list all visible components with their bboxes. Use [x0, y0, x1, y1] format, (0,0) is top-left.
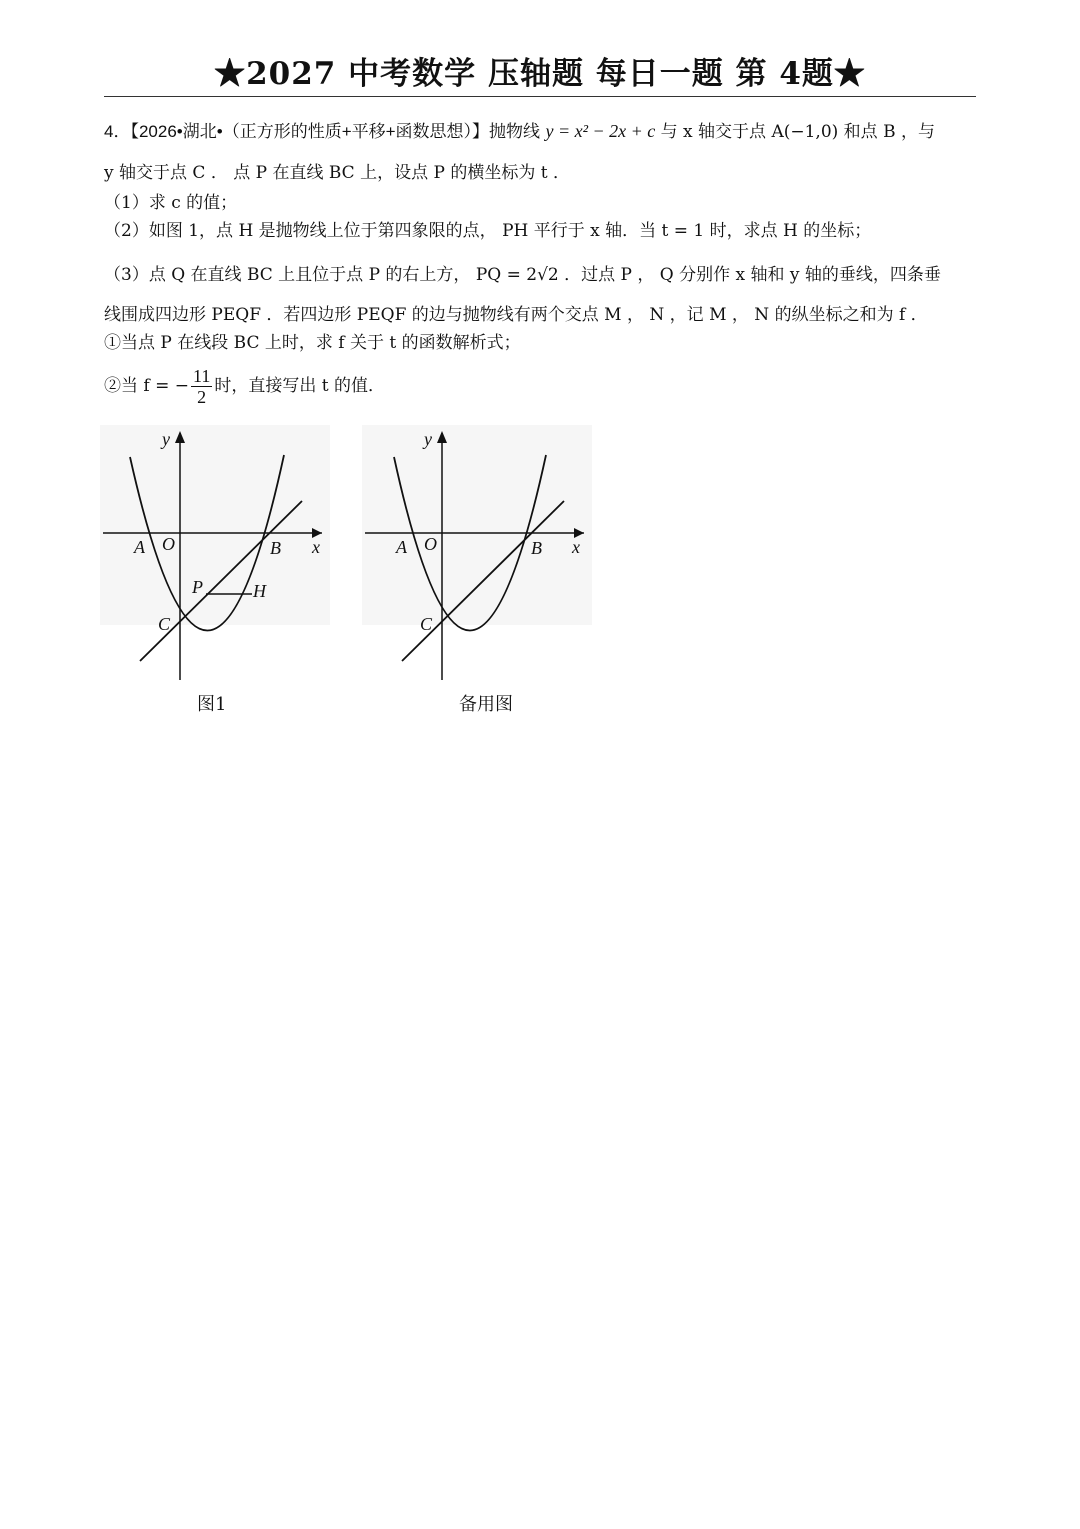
label-a: A [134, 537, 145, 557]
problem-line-2: y 轴交于点 C ． 点 P 在直线 BC 上，设点 P 的横坐标为 t ． [104, 163, 570, 183]
label-o: O [424, 534, 437, 554]
label-c: C [158, 614, 171, 634]
figure-1 [100, 425, 330, 685]
label-a: A [396, 537, 407, 557]
sub-question-2-suffix: 时，直接写出 t 的值． [214, 376, 385, 396]
label-p: P [192, 577, 203, 597]
label-b: B [270, 538, 281, 558]
label-x: x [312, 537, 320, 557]
figure-1-caption: 图1 [197, 694, 227, 715]
label-x: x [572, 537, 580, 557]
figure-background [362, 425, 592, 625]
fraction-numerator: 11 [193, 366, 211, 386]
problem-line-1 [104, 118, 978, 145]
label-c: C [420, 614, 433, 634]
label-y: y [424, 429, 432, 449]
part-3-line-2: 线围成四边形 PEQF ．若四边形 PEQF 的边与抛物线有两个交点 M ， N ，记 M ， N 的纵坐标之和为 f ． [104, 305, 928, 325]
label-h: H [253, 581, 266, 601]
figure-1-graph [100, 425, 330, 685]
problem-number: 4． [104, 122, 131, 141]
sub-question-2-prefix: ②当 f = − [104, 376, 189, 396]
problem-intro: 抛物线 [489, 122, 546, 142]
part-2: （2）如图 1，点 H 是抛物线上位于第四象限的点， PH 平行于 x 轴．当 t = 1 时，求点 H 的坐标； [104, 221, 872, 241]
label-y: y [162, 429, 170, 449]
label-b: B [531, 538, 542, 558]
label-o: O [162, 534, 175, 554]
fraction [191, 366, 212, 407]
source-tag: 【2026•湖北•（正方形的性质+平移+函数思想）】 [130, 122, 490, 141]
figure-2-graph [362, 425, 592, 685]
page-title: ★2027 中考数学 压轴题 每日一题 第 4题★ [104, 52, 976, 97]
problem-intro-continued: 与 x 轴交于点 A(−1,0) 和点 B ，与 [655, 122, 935, 142]
figure-2-caption: 备用图 [459, 694, 513, 715]
part-1: （1）求 c 的值； [104, 193, 238, 213]
figure-2 [362, 425, 592, 685]
sub-question-2 [104, 364, 978, 408]
parabola-equation: y = x² − 2x + c [545, 121, 656, 141]
figure-background [100, 425, 330, 625]
fraction-denominator: 2 [197, 387, 207, 407]
part-3-line-1: （3）点 Q 在直线 BC 上且位于点 P 的右上方， PQ = 2√2 ．过点 P ， Q 分别作 x 轴和 y 轴的垂线，四条垂 [104, 265, 941, 285]
sub-question-1: ①当点 P 在线段 BC 上时，求 f 关于 t 的函数解析式； [104, 333, 521, 353]
